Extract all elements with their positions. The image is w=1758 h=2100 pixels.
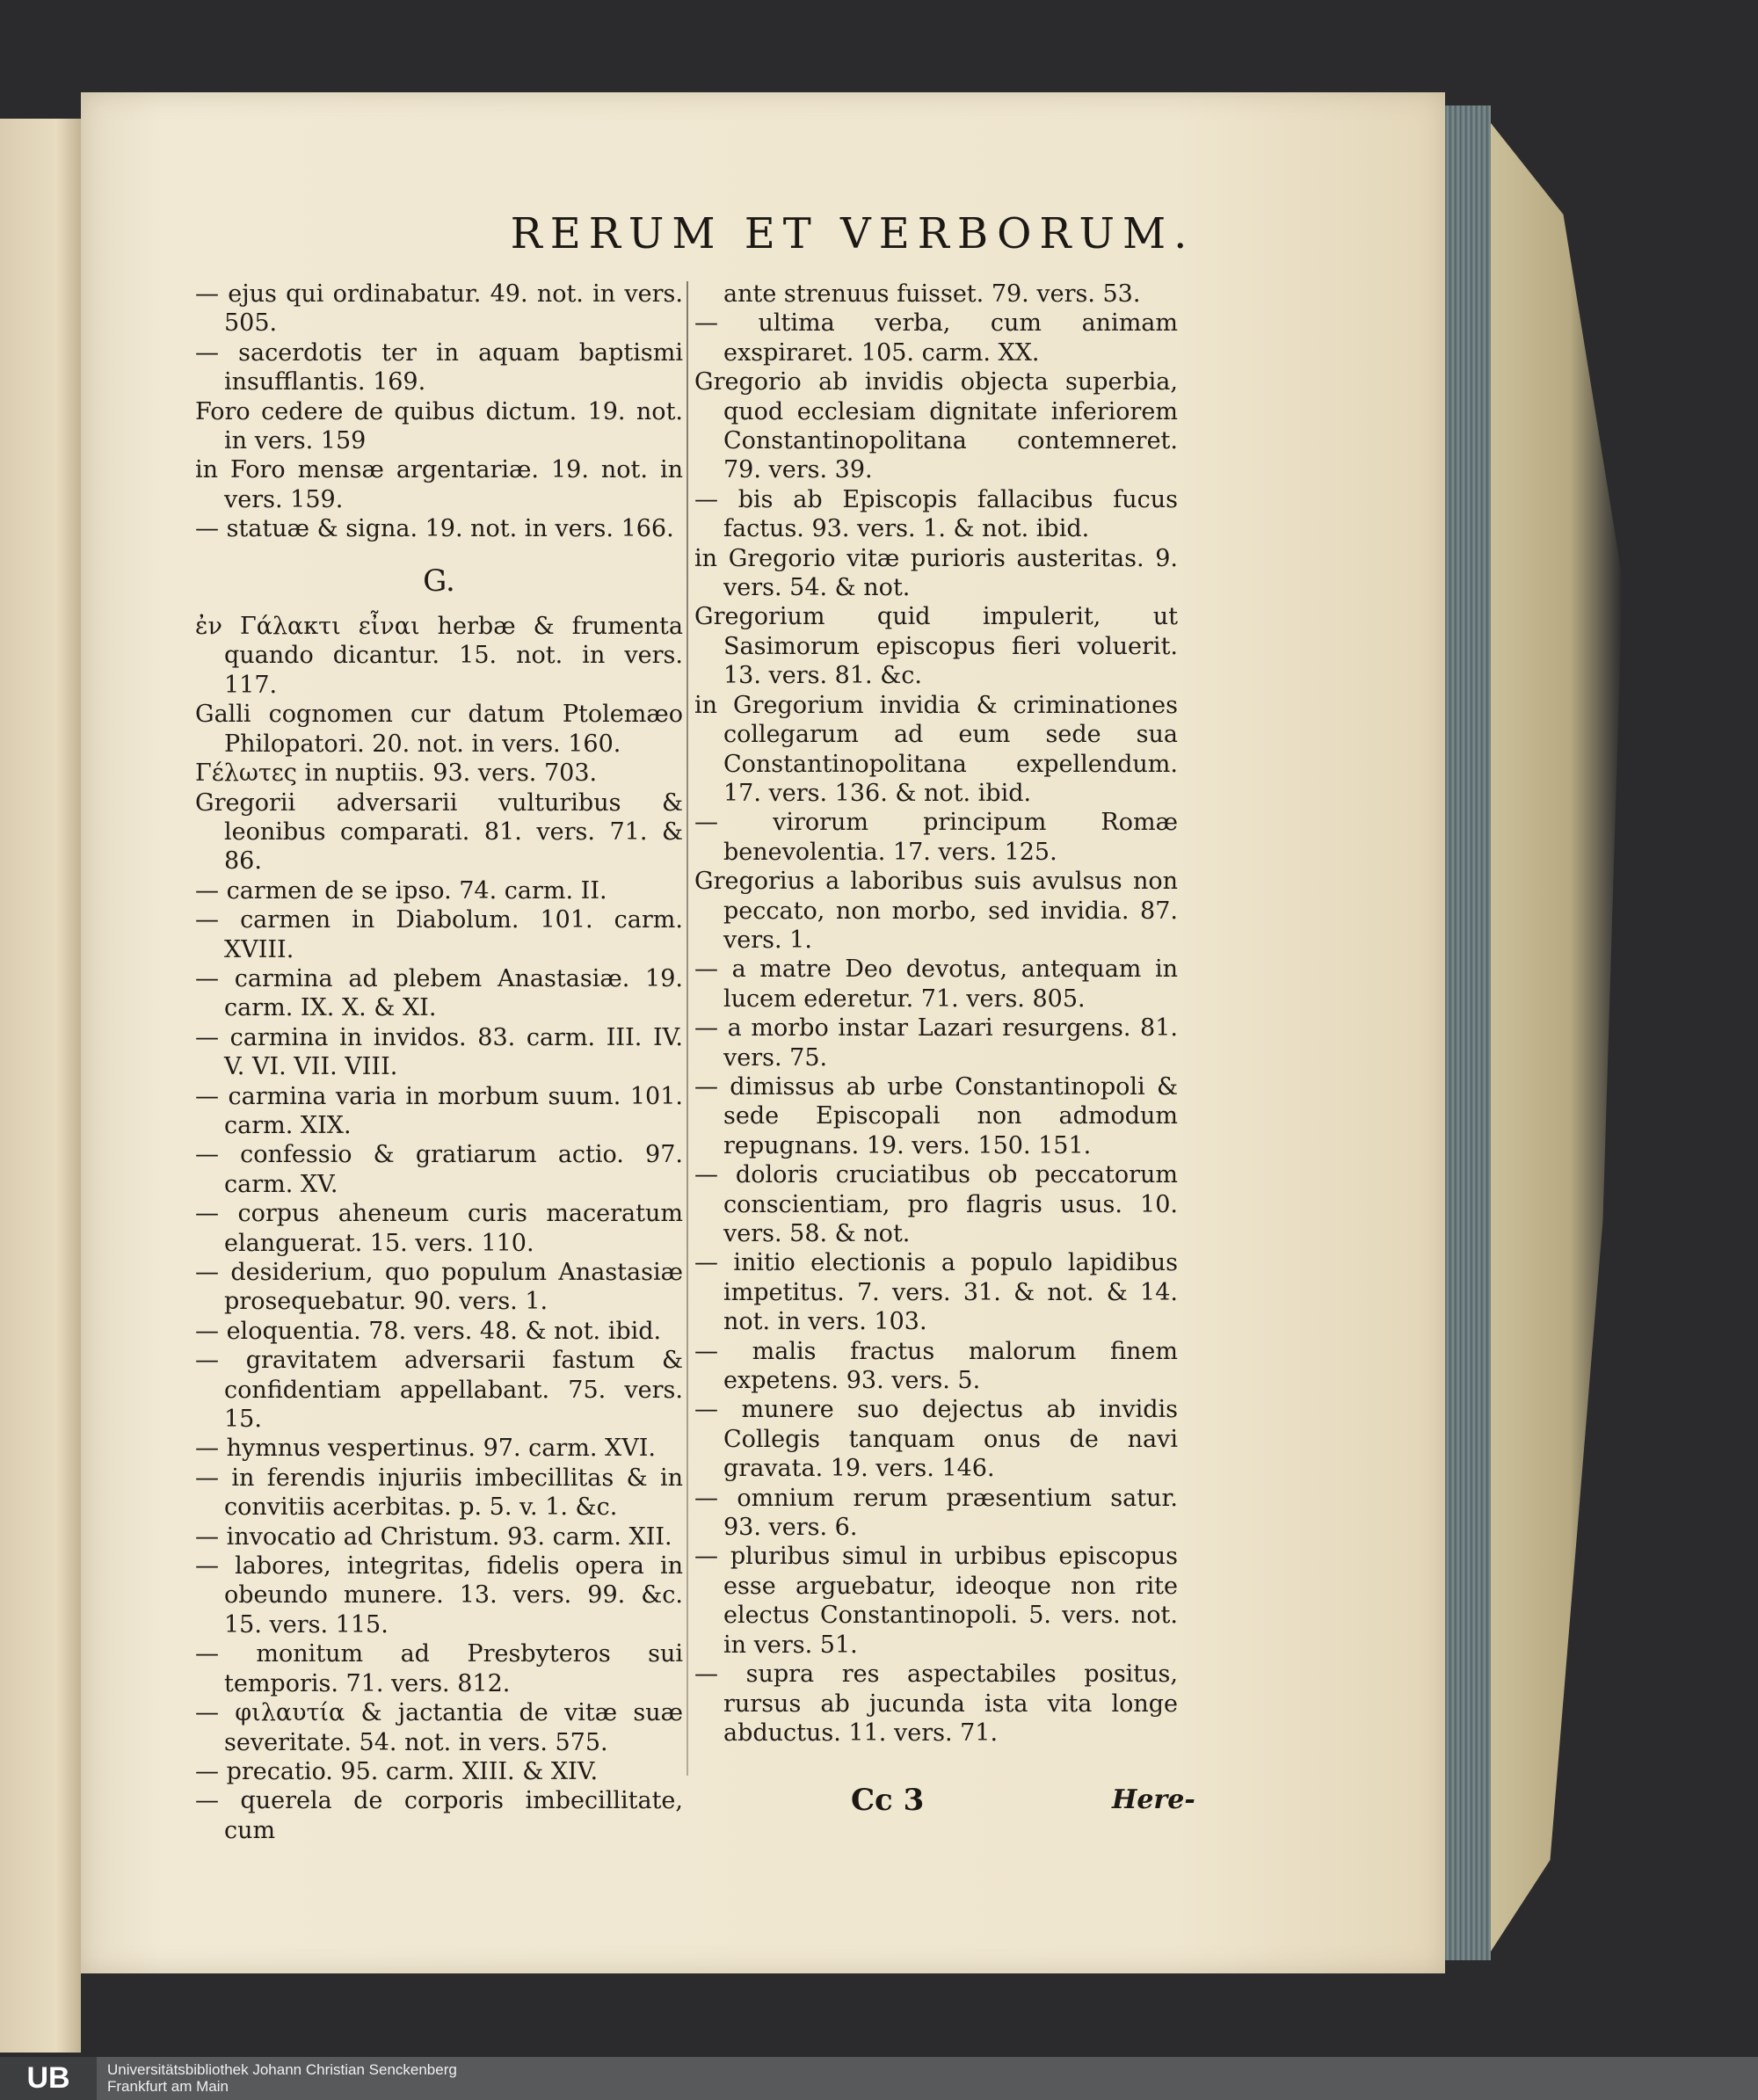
index-entry: in Gregorio vitæ purioris austeritas. 9. vers. 54. & not. — [694, 544, 1178, 602]
index-entry: Gregorii adversarii vulturibus & leonibus comparati. 81. vers. 71. & 86. — [195, 788, 683, 876]
index-entry: — malis fractus malorum finem expetens. 93. vers. 5. — [694, 1337, 1178, 1395]
index-entry: — φιλαυτία & jactantia de vitæ suæ severitate. 54. not. in vers. 575. — [195, 1699, 683, 1756]
left-entries-after — [195, 612, 683, 1845]
index-entry: — querela de corporis imbecillitate, cum — [195, 1787, 683, 1844]
index-entry: — carmina ad plebem Anastasiæ. 19. carm. IX. X. & XI. — [195, 964, 683, 1022]
page-flap — [1491, 123, 1623, 1951]
right-column — [694, 280, 1178, 1748]
index-entry: — bis ab Episcopis fallacibus fucus factus. 93. vers. 1. & not. ibid. — [694, 485, 1178, 543]
index-entry: — desiderium, quo populum Anastasiæ prosequebatur. 90. vers. 1. — [195, 1259, 683, 1316]
index-entry: — corpus aheneum curis maceratum elanguerat. 15. vers. 110. — [195, 1200, 683, 1257]
index-entry: — carmen de se ipso. 74. carm. II. — [195, 876, 607, 905]
library-line-1: Universitätsbibliothek Johann Christian Senckenberg — [107, 2061, 457, 2078]
book-fore-edge — [1445, 105, 1491, 1960]
running-head-text: RERUM ET VERBORUM. — [510, 209, 1195, 258]
index-entry: — dimissus ab urbe Constantinopoli & sede Episcopali non admodum repugnans. 19. vers. 150. 151. — [694, 1072, 1178, 1159]
index-entry: — hymnus vespertinus. 97. carm. XVI. — [195, 1435, 656, 1463]
index-entry: — pluribus simul in urbibus episcopus esse arguebatur, ideoque non rite electus Constantinopoli. 5. vers. not. in vers. 51. — [694, 1543, 1178, 1659]
index-entry: — invocatio ad Christum. 93. carm. XII. — [195, 1522, 672, 1551]
index-entry: Gregorius a laboribus suis avulsus non peccato, non morbo, sed invidia. 87. vers. 1. — [694, 868, 1178, 954]
index-entry: Galli cognomen cur datum Ptolemæo Philopatori. 20. not. in vers. 160. — [195, 701, 683, 758]
index-entry: — monitum ad Presbyteros sui temporis. 71. vers. 812. — [195, 1640, 683, 1697]
index-entry: in Gregorium invidia & criminationes collegarum ad eum sede sua Constantinopolitana expellendum. 17. vers. 136. & not. ibid. — [694, 691, 1178, 807]
running-head — [0, 209, 1758, 258]
column-divider — [686, 281, 688, 1776]
left-entries-before — [195, 280, 683, 544]
index-entry: — virorum principum Romæ benevolentia. 17. vers. 125. — [694, 809, 1178, 866]
index-entry: Foro cedere de quibus dictum. 19. not. in vers. 159 — [195, 397, 683, 455]
index-entry: — munere suo dejectus ab invidis Collegis tanquam onus de navi gravata. 19. vers. 146. — [694, 1396, 1178, 1483]
index-entry: — statuæ & signa. 19. not. in vers. 166. — [195, 515, 674, 543]
index-entry: Γέλωτες in nuptiis. 93. vers. 703. — [195, 759, 598, 788]
index-entry: — doloris cruciatibus ob peccatorum conscientiam, pro flagris usus. 10. vers. 58. & not. — [694, 1161, 1178, 1247]
index-entry: — carmina in invidos. 83. carm. III. IV. V. VI. VII. VIII. — [195, 1023, 683, 1081]
index-entry: — precatio. 95. carm. XIII. & XIV. — [195, 1757, 599, 1785]
signature-mark: Cc 3 — [851, 1783, 925, 1818]
index-entry: ἐν Γάλακτι εἶναι herbæ & frumenta quando dicantur. 15. not. in vers. 117. — [195, 613, 683, 699]
index-entry: — ultima verba, cum animam exspiraret. 105. carm. XX. — [694, 309, 1178, 367]
right-entries — [694, 309, 1178, 1748]
index-entry: in Foro mensæ argentariæ. 19. not. in vers. 159. — [195, 456, 683, 513]
section-letter-g: G. — [423, 563, 455, 599]
index-entry: — gravitatem adversarii fastum & confidentiam appellabant. 75. vers. 15. — [195, 1347, 683, 1434]
index-entry: — initio electionis a populo lapidibus impetitus. 7. vers. 31. & not. & 14. not. in vers. 103. — [694, 1249, 1178, 1336]
right-continuation: ante strenuus fuisset. 79. vers. 53. — [723, 280, 1141, 308]
index-entry: — in ferendis injuriis imbecillitas & in convitiis acerbitas. p. 5. v. 1. &c. — [195, 1464, 683, 1522]
index-entry: — ejus qui ordinabatur. 49. not. in vers. 505. — [195, 280, 683, 338]
library-bar — [0, 2057, 1758, 2100]
index-entry: — a morbo instar Lazari resurgens. 81. vers. 75. — [694, 1014, 1178, 1072]
index-entry: — labores, integritas, fidelis opera in obeundo munere. 13. vers. 99. &c. 15. vers. 115. — [195, 1552, 683, 1639]
index-entry: — confessio & gratiarum actio. 97. carm. XV. — [195, 1141, 683, 1198]
index-entry: — supra res aspectabiles positus, rursus ab jucunda ista vita longe abductus. 11. vers. 71. — [694, 1660, 1178, 1747]
index-entry: — eloquentia. 78. vers. 48. & not. ibid. — [195, 1317, 662, 1345]
index-entry: — carmina varia in morbum suum. 101. carm. XIX. — [195, 1082, 683, 1139]
left-column — [195, 280, 683, 1845]
library-line-2: Frankfurt am Main — [107, 2078, 229, 2095]
facing-page-edge — [0, 119, 81, 2053]
catchword: Here- — [1112, 1784, 1195, 1815]
index-entry: Gregorio ab invidis objecta superbia, quod ecclesiam dignitate inferiorem Constantinopolitana contemneret. 79. vers. 39. — [694, 368, 1178, 484]
index-entry: — sacerdotis ter in aquam baptismi insufflantis. 169. — [195, 338, 683, 396]
index-entry: — a matre Deo devotus, antequam in lucem ederetur. 71. vers. 805. — [694, 956, 1178, 1013]
index-entry: — carmen in Diabolum. 101. carm. XVIII. — [195, 906, 683, 963]
library-name — [107, 2061, 457, 2095]
ub-logo: UB — [0, 2057, 97, 2100]
index-entry: Gregorium quid impulerit, ut Sasimorum episcopus fieri voluerit. 13. vers. 81. &c. — [694, 603, 1178, 690]
index-entry: — omnium rerum præsentium satur. 93. vers. 6. — [694, 1484, 1178, 1542]
